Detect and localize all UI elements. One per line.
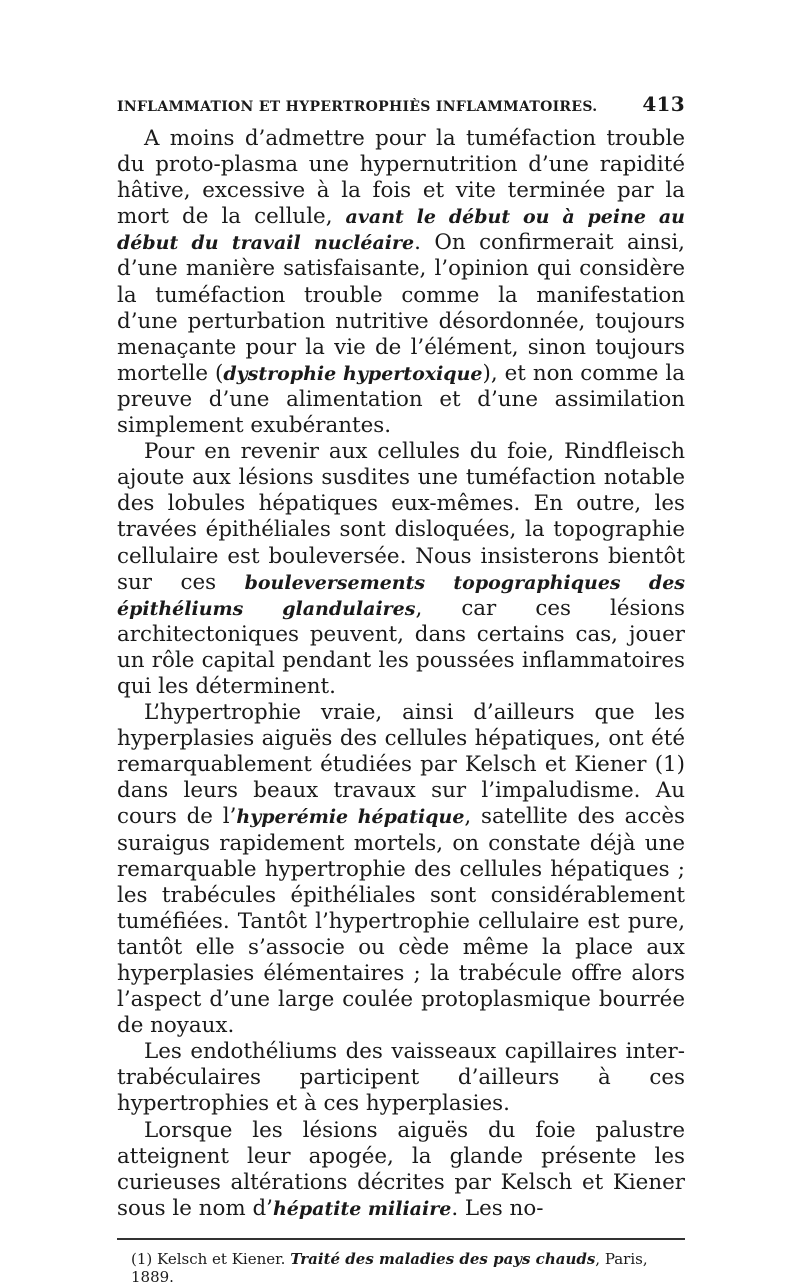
italic-phrase: bouleversements topographiques des épithéliums glandulaires (117, 571, 685, 620)
italic-phrase: dystrophie hypertoxique (223, 362, 483, 385)
paragraph (117, 1039, 685, 1117)
paragraph (117, 126, 685, 439)
text-run: ), et non comme la preuve d’une alimentation et d’une assimilation simplement exubérantes. (117, 360, 685, 439)
running-title: INFLAMMATION ET HYPERTROPHIÈS INFLAMMATOIRES. (117, 99, 598, 115)
text-run: Les endothéliums des vaisseaux capillaires inter-trabéculaires participent d’ailleurs à ces hypertrophies et à ces hyperplasies. (117, 1039, 685, 1117)
footnote-rest: , Paris, 1889. (131, 1249, 648, 1286)
paragraph (117, 700, 685, 1039)
italic-phrase: avant le début ou à peine au début du travail nucléaire (117, 206, 685, 255)
text-run: . Les no- (451, 1195, 544, 1221)
text-run: . On confirmerait ainsi, d’une manière satisfaisante, l’opinion qui considère la tuméfaction trouble comme la manifestation d’une perturbation nutritive désordonnée, toujours menaçante pour la vie de l’élément, sinon toujours mortelle ( (117, 230, 685, 386)
book-page (117, 92, 685, 1286)
body-text (117, 126, 685, 1222)
italic-phrase: hyperémie hépatique (236, 806, 465, 829)
text-run: Pour en revenir aux cellules du foie, Rindfleisch ajoute aux lésions susdites une tuméfaction notable des lobules hépatiques eux-mêmes. En outre, les travées épithéliales sont disloquées, la topographie cellulaire est bouleversée. Nous insisterons bientôt sur ces (117, 439, 685, 595)
footnote-marker: (1) (131, 1249, 153, 1268)
running-header (117, 92, 685, 126)
footnote-title: Traité des maladies des pays chauds (290, 1249, 596, 1268)
text-run: L’hypertrophie vraie, ainsi d’ailleurs que les hyperplasies aiguës des cellules hépatiques, ont été remarquablement étudiées par Kelsch et Kiener (1) dans leurs beaux travaux sur l’impaludisme. Au cours de l’ (117, 700, 685, 830)
italic-phrase: hépatite miliaire (272, 1197, 452, 1220)
paragraph (117, 1118, 685, 1222)
paragraph (117, 439, 685, 700)
footnote (117, 1250, 685, 1286)
text-run: , satellite des accès suraigus rapidement mortels, on constate déjà une remarquable hypertrophie des cellules hépatiques ; les trabécules épithéliales sont considérablement tuméfiées. Tantôt l’hypertrophie cellulaire est pure, tantôt elle s’associe ou cède même la place aux hyperplasies élémentaires ; la trabécule offre alors l’aspect d’une large coulée protoplasmique bourrée de noyaux. (117, 804, 686, 1039)
footnote-rule (117, 1238, 685, 1240)
page-number: 413 (642, 92, 685, 116)
text-run: , car ces lésions architectoniques peuvent, dans certains cas, jouer un rôle capital pendant les poussées inflammatoires qui les déterminent. (117, 595, 685, 699)
text-run: Lorsque les lésions aiguës du foie palustre atteignent leur apogée, la glande présente les curieuses altérations décrites par Kelsch et Kiener sous le nom d’ (117, 1117, 685, 1221)
footnote-author: Kelsch et Kiener. (157, 1249, 286, 1268)
text-run: A moins d’admettre pour la tuméfaction trouble du proto-plasma une hypernutrition d’une rapidité hâtive, excessive à la fois et vite terminée par la mort de la cellule, (117, 126, 685, 230)
